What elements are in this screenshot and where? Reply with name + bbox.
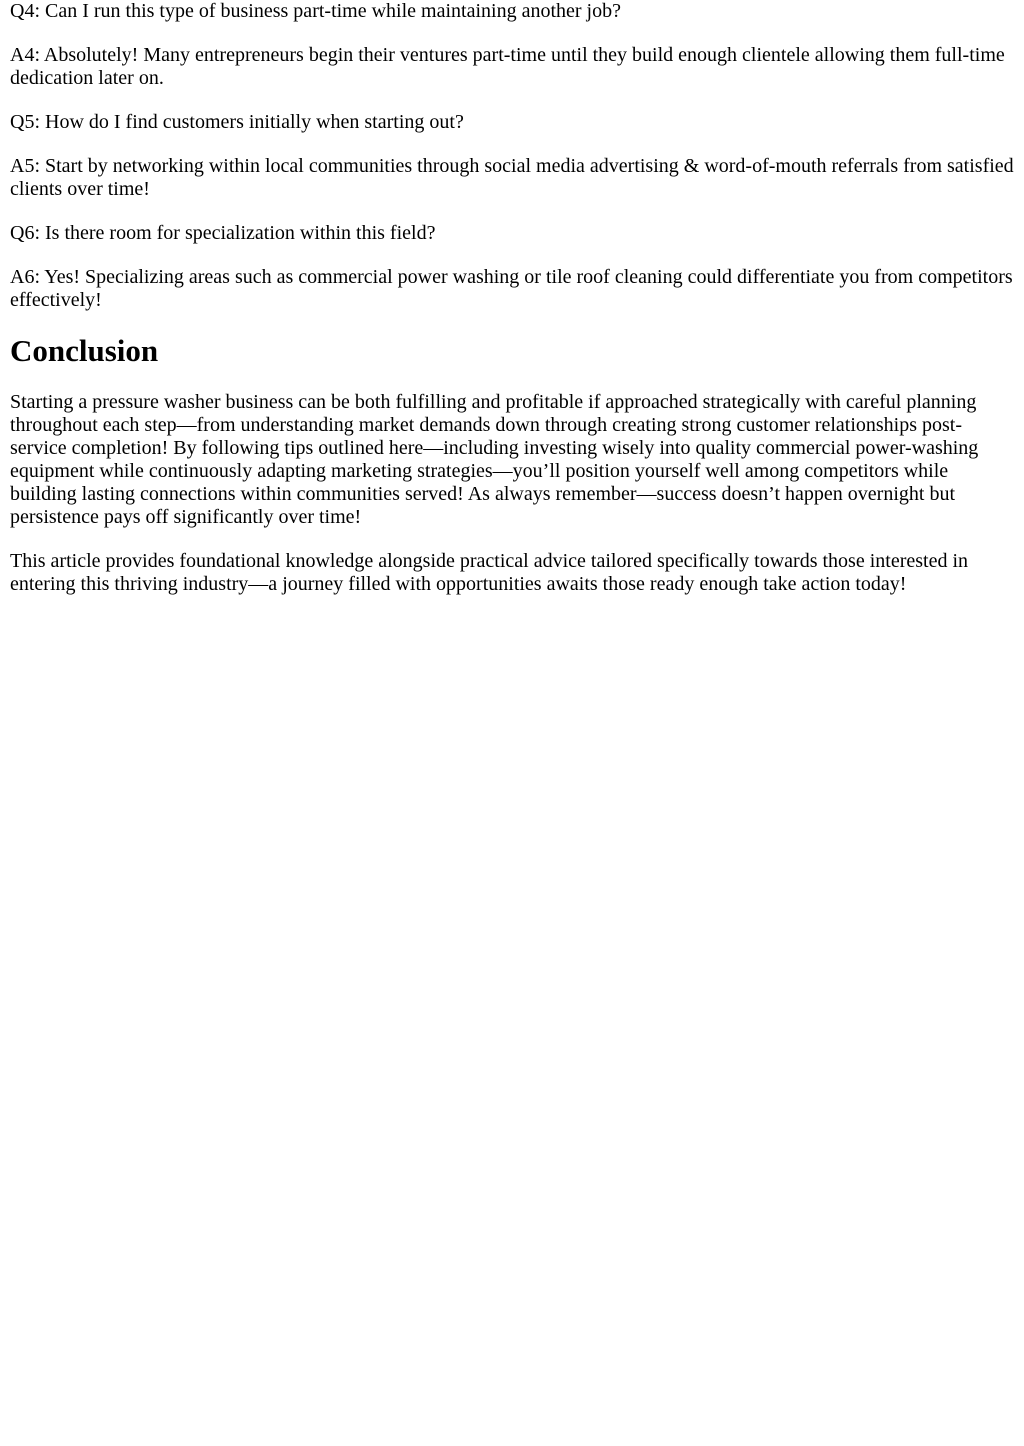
conclusion-section xyxy=(10,333,1014,596)
faq-question-4: Q4: Can I run this type of business part-time while maintaining another job? xyxy=(10,0,621,22)
faq-answer-4: A4: Absolutely! Many entrepreneurs begin their ventures part-time until they build enough clientele allowing them full-time dedication later on. xyxy=(10,44,1005,89)
conclusion-paragraph-1: Starting a pressure washer business can be both fulfilling and profitable if approached strategically with careful planning throughout each step—from understanding market demands down through creating strong customer relationships post-service completion! By following tips outlined here—including investing wisely into quality commercial power-washing equipment while continuously adapting marketing strategies—you’ll position yourself well among competitors while building lasting connections within communities served! As always remember—success doesn’t happen overnight but persistence pays off significantly over time! xyxy=(10,391,979,528)
faq-section xyxy=(10,0,1014,312)
conclusion-heading: Conclusion xyxy=(10,333,159,368)
faq-question-5: Q5: How do I find customers initially when starting out? xyxy=(10,111,464,133)
faq-answer-6: A6: Yes! Specializing areas such as commercial power washing or tile roof cleaning could differentiate you from competitors effectively! xyxy=(10,266,1013,311)
conclusion-paragraph-2: This article provides foundational knowledge alongside practical advice tailored specifically towards those interested in entering this thriving industry—a journey filled with opportunities awaits those ready enough take action today! xyxy=(10,550,969,595)
faq-answer-5: A5: Start by networking within local communities through social media advertising & word-of-mouth referrals from satisfied clients over time! xyxy=(10,155,1014,200)
faq-question-6: Q6: Is there room for specialization within this field? xyxy=(10,222,436,244)
